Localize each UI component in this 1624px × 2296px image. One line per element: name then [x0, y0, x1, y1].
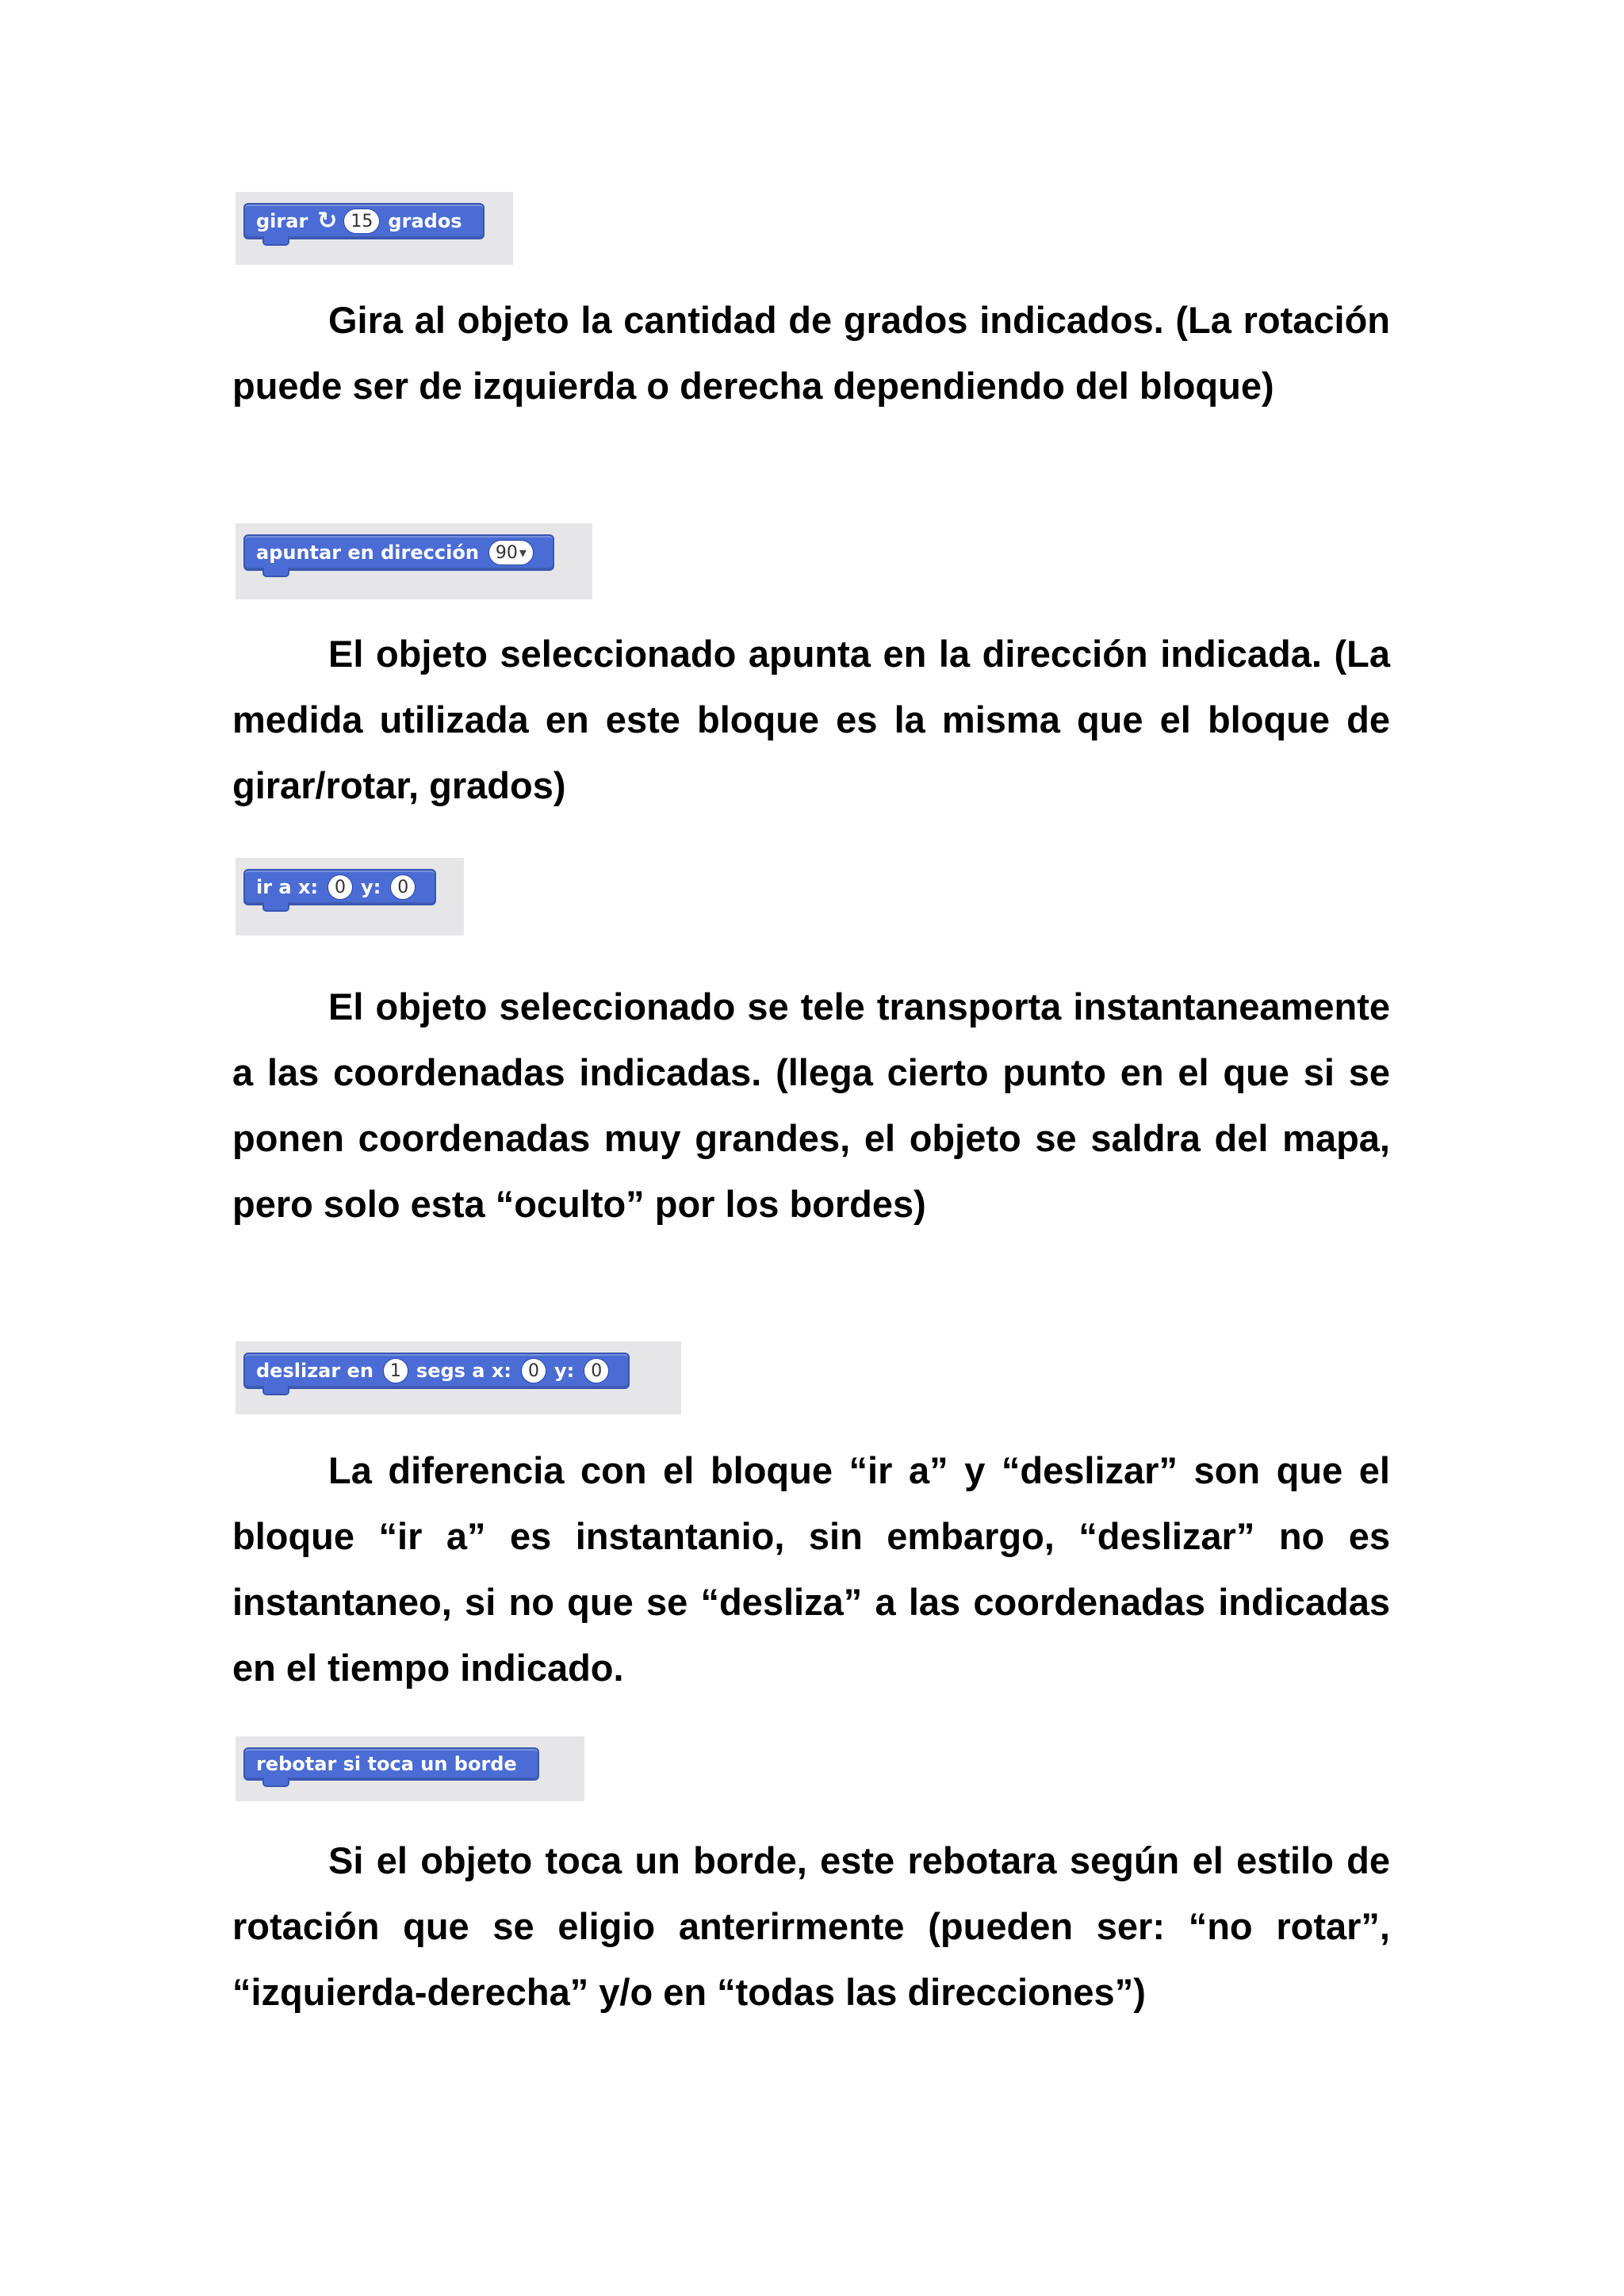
paragraph-deslizar: La diferencia con el bloque “ir a” y “deslizar” son que el bloque “ir a” es instantanio, sin embargo, “deslizar” no es instantaneo, si no que se “desliza” a las coordenadas indicadas en el tiempo indicado. [232, 1449, 1390, 1689]
block-image-ir-a [236, 858, 464, 936]
block-notch [262, 1386, 289, 1395]
block-image-rebotar [236, 1736, 584, 1801]
paragraph-girar: Gira al objeto la cantidad de grados indicados. (La rotación puede ser de izquierda o derecha dependiendo del bloque) [232, 299, 1390, 407]
block-notch [262, 236, 289, 246]
block-image-deslizar [236, 1341, 681, 1414]
block-word: deslizar en [256, 1360, 373, 1382]
block-word: rebotar si toca un borde [256, 1753, 517, 1775]
block-notch [262, 568, 289, 577]
block-word: girar [256, 210, 308, 232]
block-word: apuntar en dirección [256, 541, 479, 564]
scratch-block-deslizar [243, 1353, 630, 1389]
block-value-pill: 1 [383, 1358, 408, 1383]
block-dropdown-pill: 90 ▾ [488, 540, 534, 565]
block-value-pill: 15 [343, 209, 380, 234]
block-notch [262, 902, 289, 912]
block-word: segs a x: [416, 1360, 511, 1382]
paragraph-rebotar: Si el objeto toca un borde, este rebotara según el estilo de rotación que se eligio anterirmente (pueden ser: “no rotar”, “izquierda-derecha” y/o en “todas las direcciones”) [232, 1839, 1390, 2013]
block-value-pill: 0 [521, 1358, 546, 1383]
block-value-pill: 0 [327, 874, 353, 900]
paragraph-ir-a: El objeto seleccionado se tele transporta instantaneamente a las coordenadas indicadas. (llega cierto punto en el que si se ponen coordenadas muy grandes, el objeto se saldra del mapa, pero solo esta “oculto” por los bordes) [232, 985, 1390, 1225]
block-image-girar [236, 192, 513, 265]
block-value-pill: 0 [390, 874, 416, 900]
scratch-block-ir-a [243, 869, 436, 905]
block-word: y: [361, 876, 381, 898]
block-word: y: [553, 1360, 575, 1382]
block-word: grados [388, 210, 462, 232]
scratch-block-rebotar [243, 1747, 539, 1781]
block-value-pill: 0 [584, 1358, 609, 1383]
scratch-block-girar [243, 203, 485, 239]
scratch-block-apuntar [243, 534, 554, 571]
rotate-right-icon: ↻ [317, 207, 338, 235]
paragraph-apuntar: El objeto seleccionado apunta en la dirección indicada. (La medida utilizada en este bloque es la misma que el bloque de girar/rotar, grados) [232, 633, 1390, 806]
block-image-apuntar [236, 523, 592, 599]
block-notch [262, 1777, 289, 1787]
block-word: ir a x: [256, 876, 319, 898]
